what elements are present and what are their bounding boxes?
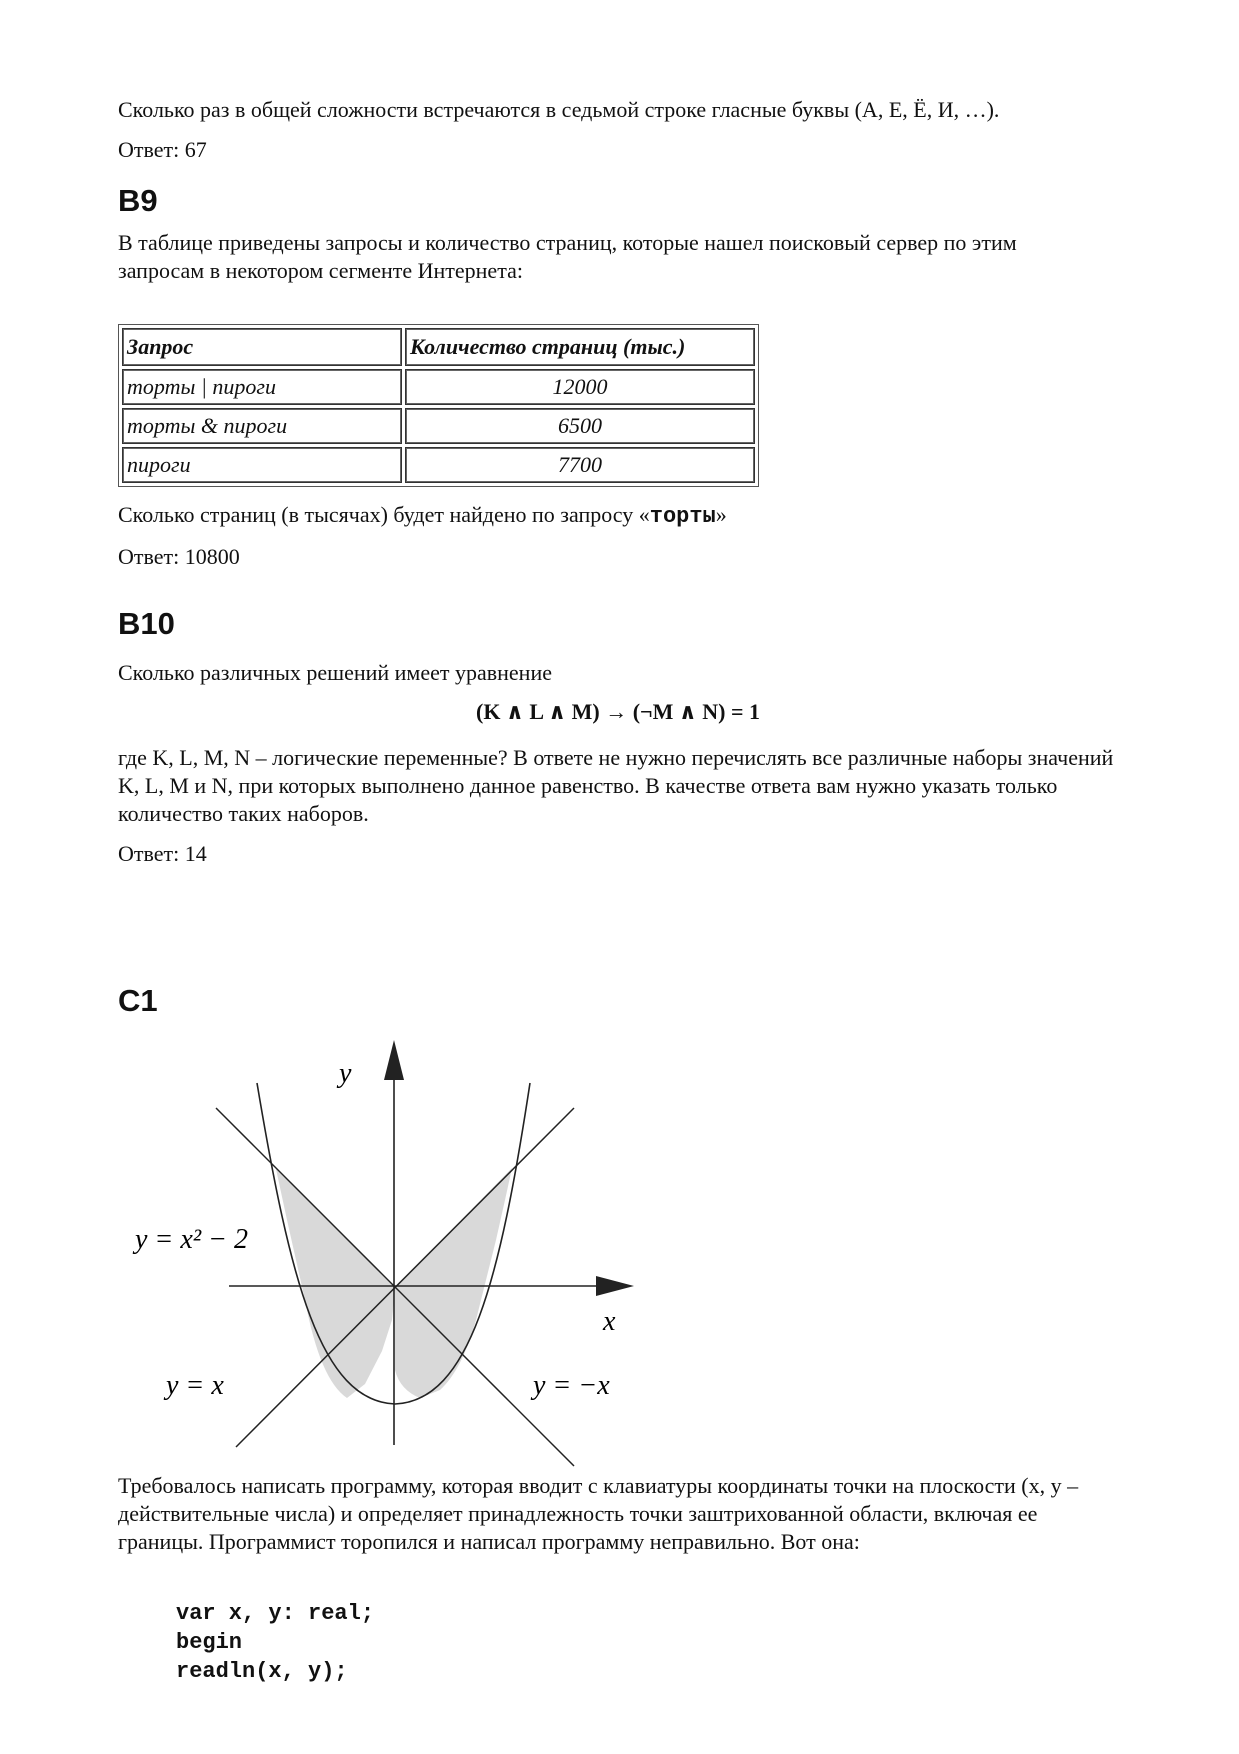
b10-text2: где K, L, M, N – логические переменные? В ответе не нужно перечислять все различные наборы значений K, L, M и N, при которых выполнено данное равенство. В качестве ответа вам нужно указать только количество таких наборов. bbox=[118, 745, 1114, 826]
intro-question: Сколько раз в общей сложности встречаются в седьмой строке гласные буквы (А, Е, Ё, И, …). bbox=[118, 97, 1000, 122]
c1-text: Требовалось написать программу, которая вводит с клавиатуры координаты точки на плоскости (x, y – действительные числа) и определяет принадлежность точки заштрихованной области, включая ее границы. Программист торопился и написал программу неправильно. Вот она: bbox=[118, 1473, 1079, 1554]
label-line-pos: y = x bbox=[166, 1370, 224, 1401]
b9-question-suffix: » bbox=[715, 502, 727, 527]
shaded-region-left bbox=[276, 1169, 395, 1398]
section-heading-b10: B10 bbox=[118, 606, 175, 641]
b9-question-term: торты bbox=[649, 504, 716, 529]
table-cell-count: 7700 bbox=[405, 447, 755, 483]
line-y-pos-x bbox=[236, 1108, 574, 1447]
table-header-cell: Количество страниц (тыс.) bbox=[405, 328, 755, 366]
axis-label-x: x bbox=[603, 1306, 616, 1337]
b9-question-prefix: Сколько страниц (в тысячах) будет найдено по запросу « bbox=[118, 502, 650, 527]
code-line: begin bbox=[176, 1630, 243, 1655]
label-parabola: y = x² − 2 bbox=[135, 1224, 249, 1255]
y-axis-arrow-icon bbox=[384, 1040, 404, 1080]
b9-text: В таблице приведены запросы и количество страниц, которые нашел поисковый сервер по этим запросам в некотором сегменте Интернета: bbox=[118, 230, 1017, 283]
table-cell-count: 12000 bbox=[405, 369, 755, 405]
shaded-region-right bbox=[395, 1168, 512, 1398]
table-cell-query: торты | пироги bbox=[122, 369, 402, 405]
label-line-neg: y = −x bbox=[533, 1370, 610, 1401]
b10-formula: (K ∧ L ∧ M) → (¬M ∧ N) = 1 bbox=[476, 699, 760, 724]
table-header-cell: Запрос bbox=[122, 328, 402, 366]
b10-text: Сколько различных решений имеет уравнение bbox=[118, 660, 552, 685]
x-axis-arrow-icon bbox=[596, 1276, 634, 1296]
code-line: readln(x, y); bbox=[176, 1659, 348, 1684]
code-line: var x, y: real; bbox=[176, 1601, 375, 1626]
section-heading-b9: B9 bbox=[118, 183, 158, 218]
section-heading-c1: C1 bbox=[118, 983, 158, 1018]
axis-label-y: y bbox=[339, 1058, 352, 1089]
table-cell-count: 6500 bbox=[405, 408, 755, 444]
b10-answer: Ответ: 14 bbox=[118, 841, 207, 866]
table-cell-query: торты & пироги bbox=[122, 408, 402, 444]
b9-answer: Ответ: 10800 bbox=[118, 544, 240, 569]
table-cell-query: пироги bbox=[122, 447, 402, 483]
intro-answer: Ответ: 67 bbox=[118, 137, 207, 162]
